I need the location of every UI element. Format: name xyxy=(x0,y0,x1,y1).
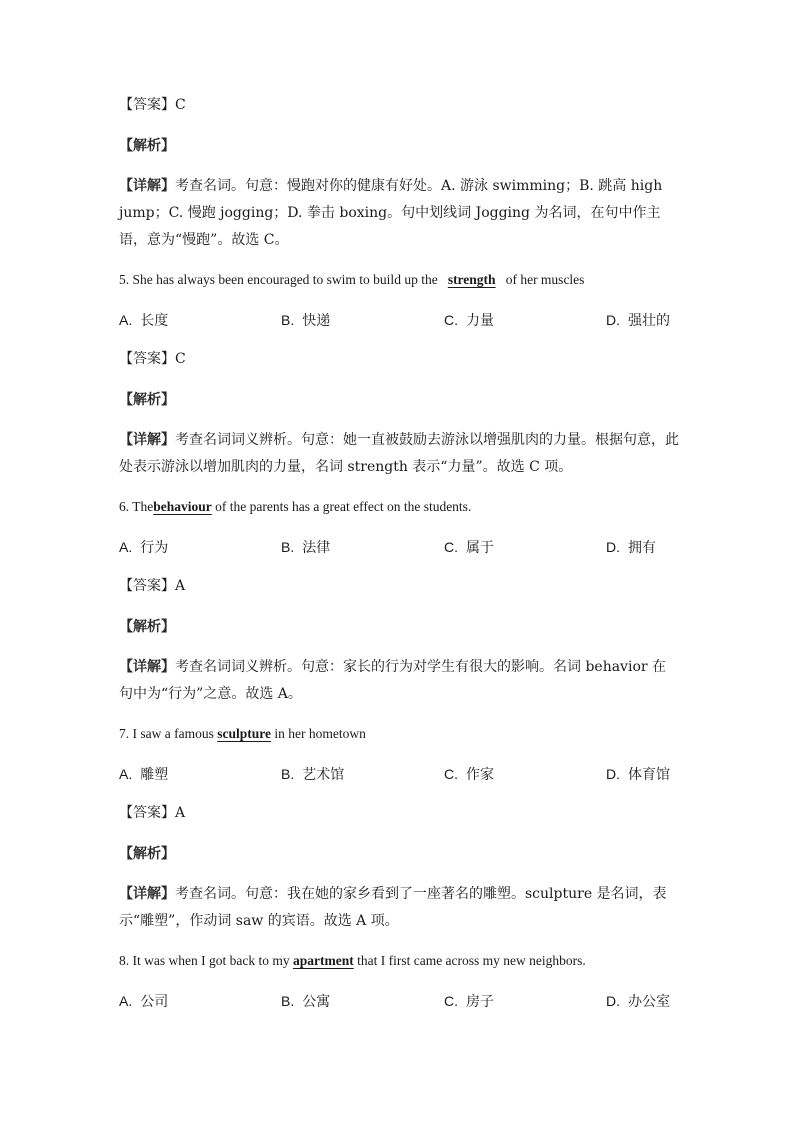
option-d[interactable]: D. 强壮的 xyxy=(606,312,670,329)
option-c[interactable]: C. 作家 xyxy=(444,766,494,783)
option-a[interactable]: A. 长度 xyxy=(119,312,169,329)
analysis-heading: 【解析】 xyxy=(119,392,175,408)
answer-line: 【答案】C xyxy=(119,97,186,113)
detail-tag: 【详解】 xyxy=(119,178,175,194)
question-text-before: She has always been encouraged to swim to build up the xyxy=(132,272,438,287)
options-row-5 xyxy=(119,310,679,330)
option-b[interactable]: B. 快递 xyxy=(281,312,331,329)
question-7 xyxy=(119,725,679,743)
answer-line: 【答案】A xyxy=(119,805,186,821)
question-6 xyxy=(119,498,679,516)
detail-tag: 【详解】 xyxy=(119,432,175,448)
option-a[interactable]: A. 行为 xyxy=(119,539,169,556)
option-c[interactable]: C. 房子 xyxy=(444,993,494,1010)
question-text-after: of the parents has a great effect on the students. xyxy=(215,499,472,514)
options-row-7 xyxy=(119,764,679,784)
option-b[interactable]: B. 法律 xyxy=(281,539,331,556)
question-number: 8. xyxy=(119,953,130,968)
detail-text: 考查名词词义辨析。句意：家长的行为对学生有很大的影响。名词 behavior 在句中为“行为”之意。故选 A。 xyxy=(119,659,667,702)
option-c[interactable]: C. 属于 xyxy=(444,539,494,556)
question-text-before: I saw a famous xyxy=(132,726,214,741)
options-row-6 xyxy=(119,537,679,557)
underlined-word: apartment xyxy=(292,953,354,968)
detail-paragraph xyxy=(119,173,679,254)
option-d[interactable]: D. 办公室 xyxy=(606,993,670,1010)
detail-text: 考查名词。句意：慢跑对你的健康有好处。A. 游泳 swimming；B. 跳高 high jump；C. 慢跑 jogging；D. 拳击 boxing。句中划线词 Jogging 为名词，在句中作主语，意为“慢跑”。故选 C。 xyxy=(119,178,663,248)
underlined-word: strength xyxy=(447,272,496,287)
detail-tag: 【详解】 xyxy=(119,886,175,902)
question-number: 6. xyxy=(119,499,130,514)
option-a[interactable]: A. 公司 xyxy=(119,993,169,1010)
detail-paragraph xyxy=(119,881,679,935)
option-b[interactable]: B. 艺术馆 xyxy=(281,766,345,783)
question-number: 7. xyxy=(119,726,130,741)
question-text-after: in her hometown xyxy=(274,726,366,741)
question-text-before: It was when I got back to my xyxy=(132,953,290,968)
question-text-after: that I first came across my new neighbors. xyxy=(357,953,586,968)
underlined-word: sculpture xyxy=(217,726,271,741)
analysis-heading: 【解析】 xyxy=(119,619,175,635)
question-8 xyxy=(119,952,679,970)
question-text-before: The xyxy=(132,499,154,514)
options-row-8 xyxy=(119,991,679,1011)
option-d[interactable]: D. 拥有 xyxy=(606,539,656,556)
answer-line: 【答案】A xyxy=(119,578,186,594)
detail-text: 考查名词词义辨析。句意：她一直被鼓励去游泳以增强肌肉的力量。根据句意，此处表示游泳以增加肌肉的力量，名词 strength 表示“力量”。故选 C 项。 xyxy=(119,432,679,475)
question-text-after: of her muscles xyxy=(505,272,585,287)
option-a[interactable]: A. 雕塑 xyxy=(119,766,169,783)
detail-tag: 【详解】 xyxy=(119,659,175,675)
detail-paragraph xyxy=(119,427,679,481)
underlined-word: behaviour xyxy=(153,499,212,514)
detail-text: 考查名词。句意：我在她的家乡看到了一座著名的雕塑。sculpture 是名词，表示“雕塑”，作动词 saw 的宾语。故选 A 项。 xyxy=(119,886,667,929)
question-number: 5. xyxy=(119,272,130,287)
detail-paragraph xyxy=(119,654,679,708)
analysis-heading: 【解析】 xyxy=(119,846,175,862)
answer-line: 【答案】C xyxy=(119,351,186,367)
question-5 xyxy=(119,271,679,289)
option-d[interactable]: D. 体育馆 xyxy=(606,766,670,783)
option-b[interactable]: B. 公寓 xyxy=(281,993,331,1010)
option-c[interactable]: C. 力量 xyxy=(444,312,494,329)
analysis-heading: 【解析】 xyxy=(119,138,175,154)
